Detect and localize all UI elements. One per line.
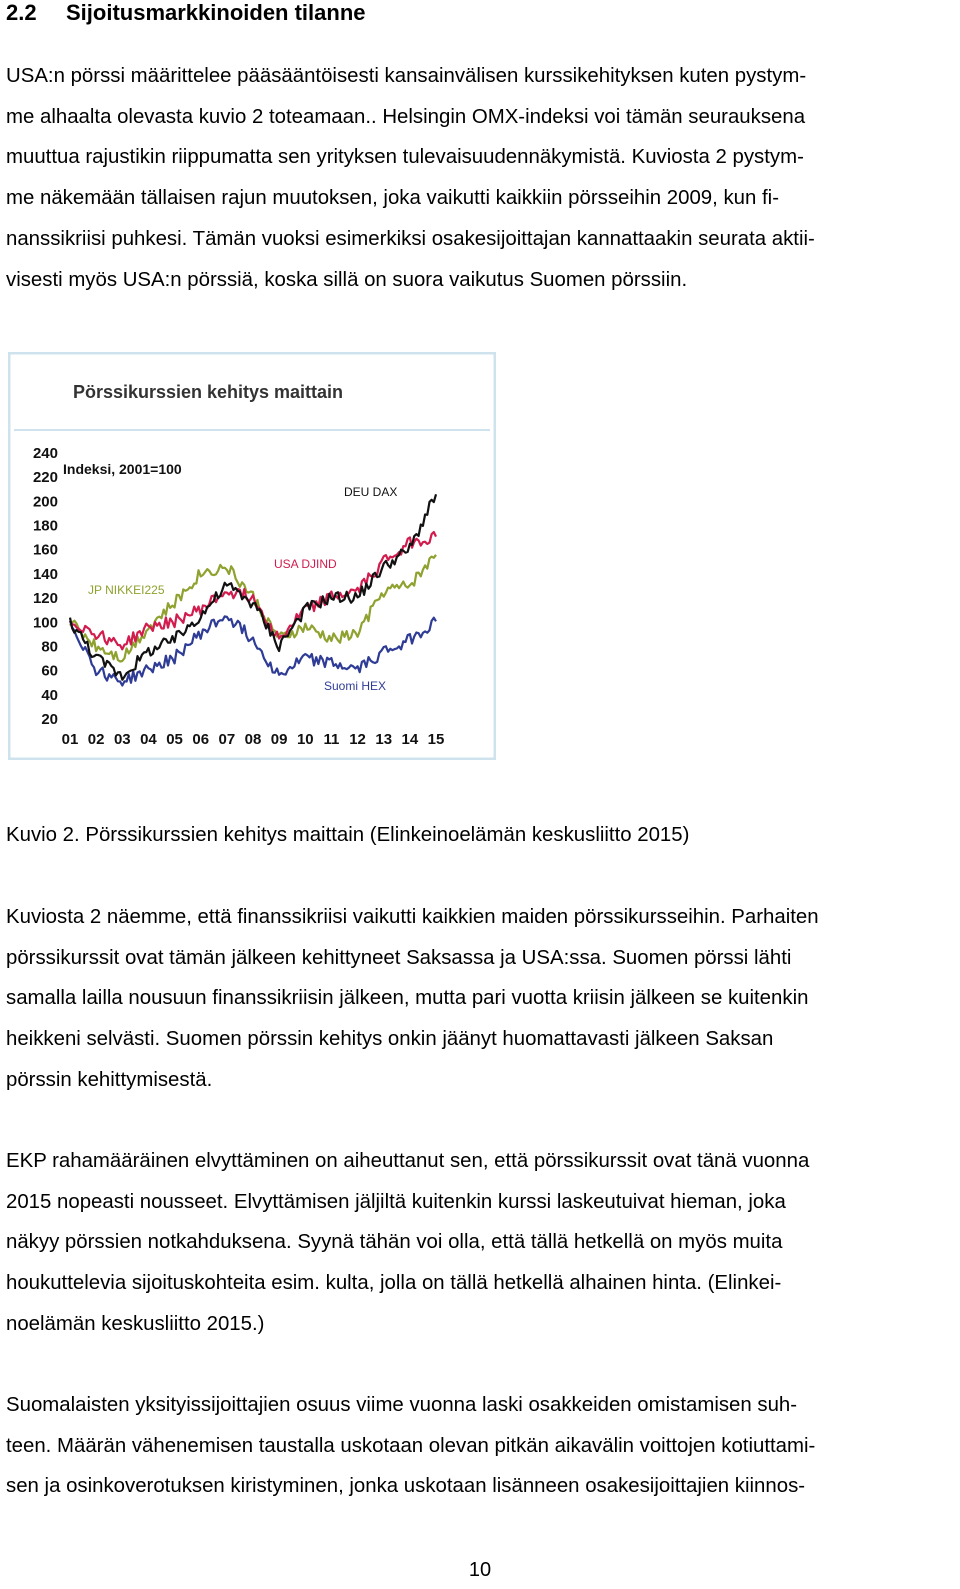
page-number: 10	[468, 1559, 492, 1581]
chart-title: Pörssikurssien kehitys maittain	[72, 382, 344, 402]
text-line: sen ja osinkoverotuksen kiristyminen, jonka uskotaan lisänneen osakesijoittajien kiinnos-	[6, 1475, 806, 1498]
paragraph-3	[6, 1141, 952, 1345]
x-tick-label: 04	[140, 731, 157, 748]
text-line: me näkemään tällaisen rajun muutoksen, joka vaikutti kaikkiin pörsseihin 2009, kun fi-	[6, 187, 779, 210]
series-label: DEU DAX	[344, 485, 398, 499]
x-tick-label: 10	[296, 731, 314, 748]
x-tick-label: 09	[270, 731, 288, 748]
text-line: houkuttelevia sijoituskohteita esim. kulta, jolla on tällä hetkellä alhainen hinta. (Elinkei-	[6, 1272, 782, 1295]
y-tick-label: 60	[41, 662, 58, 680]
x-tick-label: 15	[427, 731, 445, 748]
chart-ylabel: Indeksi, 2001=100	[63, 461, 182, 477]
text-line: me alhaalta olevasta kuvio 2 toteamaan.. Helsingin OMX-indeksi voi tämän seurauksena	[6, 105, 806, 128]
text-line: heikkeni selvästi. Suomen pörssin kehitys onkin jäänyt huomattavasti jälkeen Saksan	[6, 1028, 774, 1051]
text-line: USA:n pörssi määrittelee pääsääntöisesti kansainvälisen kurssikehityksen kuten pystym-	[6, 65, 807, 87]
paragraph-4	[6, 1385, 952, 1507]
x-tick-label: 08	[244, 731, 262, 748]
x-tick-label: 03	[113, 731, 131, 748]
section-title: Sijoitusmarkkinoiden tilanne	[66, 0, 366, 25]
stock-index-chart	[8, 352, 496, 760]
y-tick-label: 140	[32, 565, 58, 583]
x-tick-label: 05	[166, 731, 183, 748]
text-line: teen. Määrän vähenemisen taustalla uskotaan olevan pitkän aikavälin voittojen kotiuttami-	[6, 1434, 816, 1457]
chart-frame	[9, 353, 495, 759]
y-tick-label: 220	[32, 469, 58, 487]
text-line: 2015 nopeasti nousseet. Elvyttämisen jäljiltä kuitenkin kurssi laskeutuivat hieman, joka	[6, 1190, 786, 1213]
text-line: noelämän keskusliitto 2015.)	[6, 1312, 265, 1335]
text-line: näkyy pörssien notkahduksena. Syynä tähän voi olla, että tällä hetkellä on myös muita	[6, 1231, 783, 1254]
text-line: nanssikriisi puhkesi. Tämän vuoksi esimerkiksi osakesijoittajan kannattaakin seurata aktii-	[6, 227, 815, 250]
text-line: pörssin kehittymisestä.	[6, 1068, 213, 1091]
figure-caption	[6, 815, 952, 856]
series-label: USA DJIND	[274, 557, 337, 571]
y-tick-label: 200	[32, 493, 58, 511]
text-line: Kuviosta 2 näemme, että finanssikriisi vaikutti kaikkien maiden pörssikursseihin. Parhaiten	[6, 906, 819, 928]
x-tick-label: 06	[192, 731, 210, 748]
text-line: EKP rahamääräinen elvyttäminen on aiheuttanut sen, että pörssikurssit ovat tänä vuonna	[6, 1150, 810, 1172]
y-tick-label: 180	[32, 517, 58, 535]
text-line: muuttua rajustikin riippumatta sen yrityksen tulevaisuudennäkymistä. Kuviosta 2 pystym-	[6, 146, 804, 169]
text-line: samalla lailla nousuun finanssikriisin jälkeen, mutta pari vuotta kriisin jälkeen se kuitenkin	[6, 987, 809, 1010]
section-heading	[6, 0, 366, 26]
y-tick-label: 40	[41, 686, 58, 704]
x-axis-ticks	[62, 731, 445, 748]
x-tick-label: 13	[375, 731, 393, 748]
series-label: JP NIKKEI225	[88, 583, 165, 597]
section-number: 2.2	[6, 0, 37, 25]
y-tick-label: 160	[32, 541, 58, 559]
y-tick-label: 100	[32, 614, 58, 632]
paragraph-2	[6, 897, 952, 1101]
series-label: Suomi HEX	[324, 679, 387, 693]
paragraph-1	[6, 56, 952, 300]
text-line: pörssikurssit ovat tämän jälkeen kehittyneet Saksassa ja USA:ssa. Suomen pörssi lähti	[6, 946, 792, 969]
y-tick-label: 20	[41, 711, 58, 728]
caption-text: Kuvio 2. Pörssikurssien kehitys maittain (Elinkeinoelämän keskusliitto 2015)	[6, 824, 690, 846]
y-tick-label: 80	[41, 638, 58, 656]
text-line: Suomalaisten yksityissijoittajien osuus viime vuonna laski osakkeiden omistamisen suh-	[6, 1394, 798, 1416]
y-tick-label: 120	[32, 590, 58, 608]
x-tick-label: 14	[401, 731, 419, 748]
x-tick-label: 12	[349, 731, 366, 748]
x-tick-label: 01	[61, 731, 79, 748]
x-tick-label: 11	[323, 731, 340, 748]
y-tick-label: 240	[32, 445, 58, 462]
x-tick-label: 07	[218, 731, 236, 748]
figure-chart	[8, 352, 496, 760]
x-tick-label: 02	[87, 731, 105, 748]
text-line: visesti myös USA:n pörssiä, koska sillä on suora vaikutus Suomen pörssiin.	[6, 268, 688, 291]
